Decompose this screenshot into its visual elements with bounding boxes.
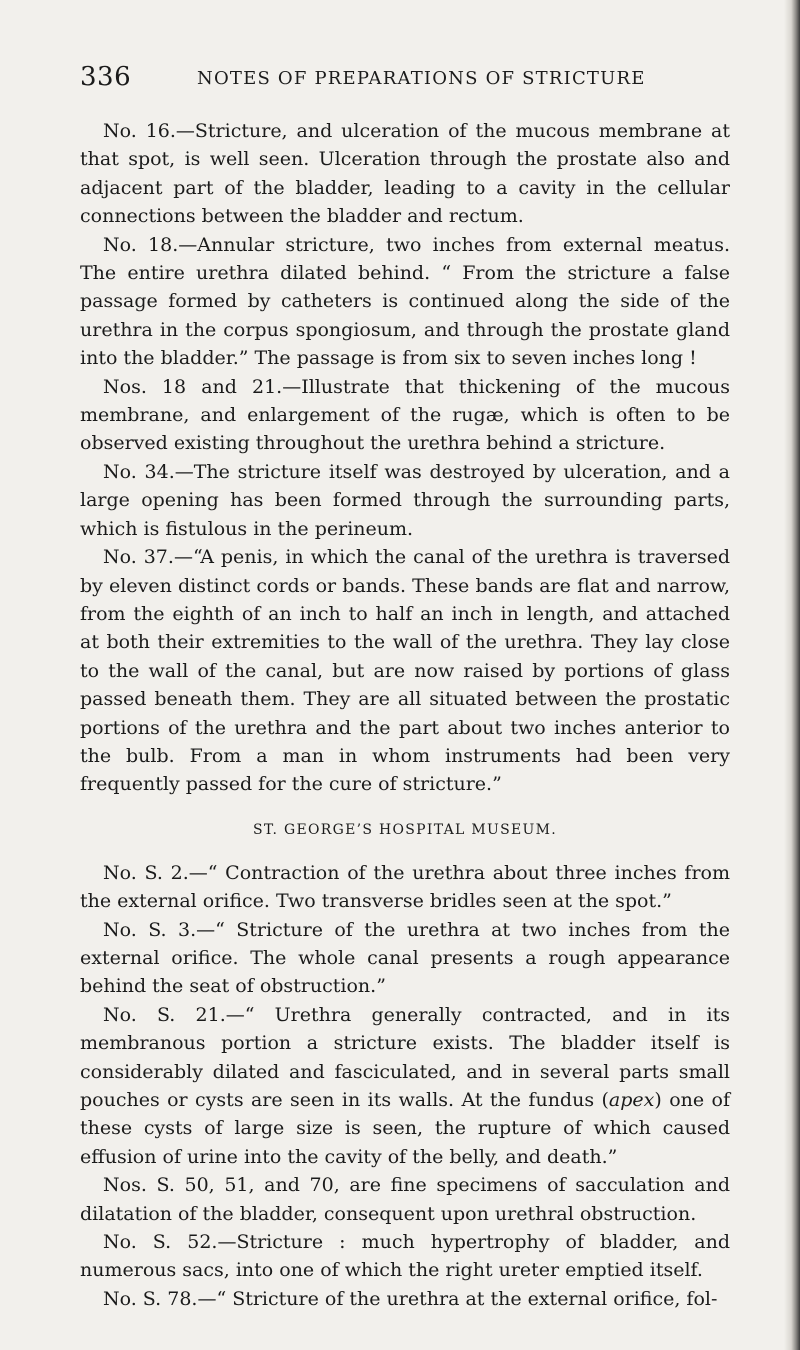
page-edge-shadow <box>784 0 800 1350</box>
paragraph-no-18: No. 18.—Annular stricture, two inches from external meatus. The entire urethra dilated behind. “ From the stricture a false passage formed by catheters is continued along the side of the urethra in the corpus spongiosum, and through the prostate gland into the bladder.” The passage is from six to seven inches long ! <box>80 233 730 370</box>
paragraph-no-s-78: No. S. 78.—“ Stricture of the urethra at the external orifice, fol- <box>103 1287 718 1310</box>
running-title: NOTES OF PREPARATIONS OF STRICTURE <box>197 68 646 89</box>
paragraph-no-s-21-before: No. S. 21.—“ Urethra generally contracted, and in its membranous portion a stricture exists. The bladder itself is considerably dilated and fasciculated, and in several parts small pouches or cysts are seen in its walls. At the fundus ( <box>80 1003 730 1111</box>
paragraph-no-s-2: No. S. 2.—“ Contraction of the urethra about three inches from the external orifice. Two transverse bridles seen at the spot.” <box>80 861 730 913</box>
paragraph-nos-18-21: Nos. 18 and 21.—Illustrate that thickening of the mucous membrane, and enlargement of the rugæ, which is often to be observed existing throughout the urethra behind a stricture. <box>80 375 730 455</box>
paragraph-no-16: No. 16.—Stricture, and ulceration of the mucous membrane at that spot, is well seen. Ulceration through the prostate also and adjacent part of the bladder, leading to a cavity in the cellular connections between the bladder and rectum. <box>80 120 730 228</box>
paragraph-no-34: No. 34.—The stricture itself was destroyed by ulceration, and a large opening has been formed through the surrounding parts, which is fistulous in the perineum. <box>80 460 730 540</box>
paragraph-no-s-3: No. S. 3.—“ Stricture of the urethra at two inches from the external orifice. The whole canal presents a rough appearance behind the seat of obstruction.” <box>80 918 730 998</box>
page-number: 336 <box>80 62 132 92</box>
paragraph-no-s-21-italic: apex <box>608 1089 655 1111</box>
paragraph-no-s-52: No. S. 52.—Stricture : much hypertrophy of bladder, and numerous sacs, into one of which the right ureter emptied itself. <box>80 1231 730 1282</box>
paragraph-no-s-21-after: ) one of these cysts of large size is seen, the rupture of which caused effusion of urine into the cavity of the belly, and death.” <box>80 1089 731 1168</box>
body-text <box>80 117 730 1313</box>
paragraph-no-s-21 <box>80 1001 730 1171</box>
section-heading: ST. GEORGE’S HOSPITAL MUSEUM. <box>253 821 557 838</box>
paragraph-no-37: No. 37.—“A penis, in which the canal of the urethra is traversed by eleven distinct cords or bands. These bands are flat and narrow, from the eighth of an inch to half an inch in length, and attached at both their extremities to the wall of the urethra. They lay close to the wall of the canal, but are now raised by portions of glass passed beneath them. They are all situated between the prostatic portions of the urethra and the part about two inches anterior to the bulb. From a man in whom instruments had been very frequently passed for the cure of stricture.” <box>80 546 730 796</box>
paragraph-nos-s-50-51-70: Nos. S. 50, 51, and 70, are fine specimens of sacculation and dilatation of the bladder, consequent upon urethral obstruction. <box>80 1174 730 1225</box>
page-header <box>80 62 730 94</box>
